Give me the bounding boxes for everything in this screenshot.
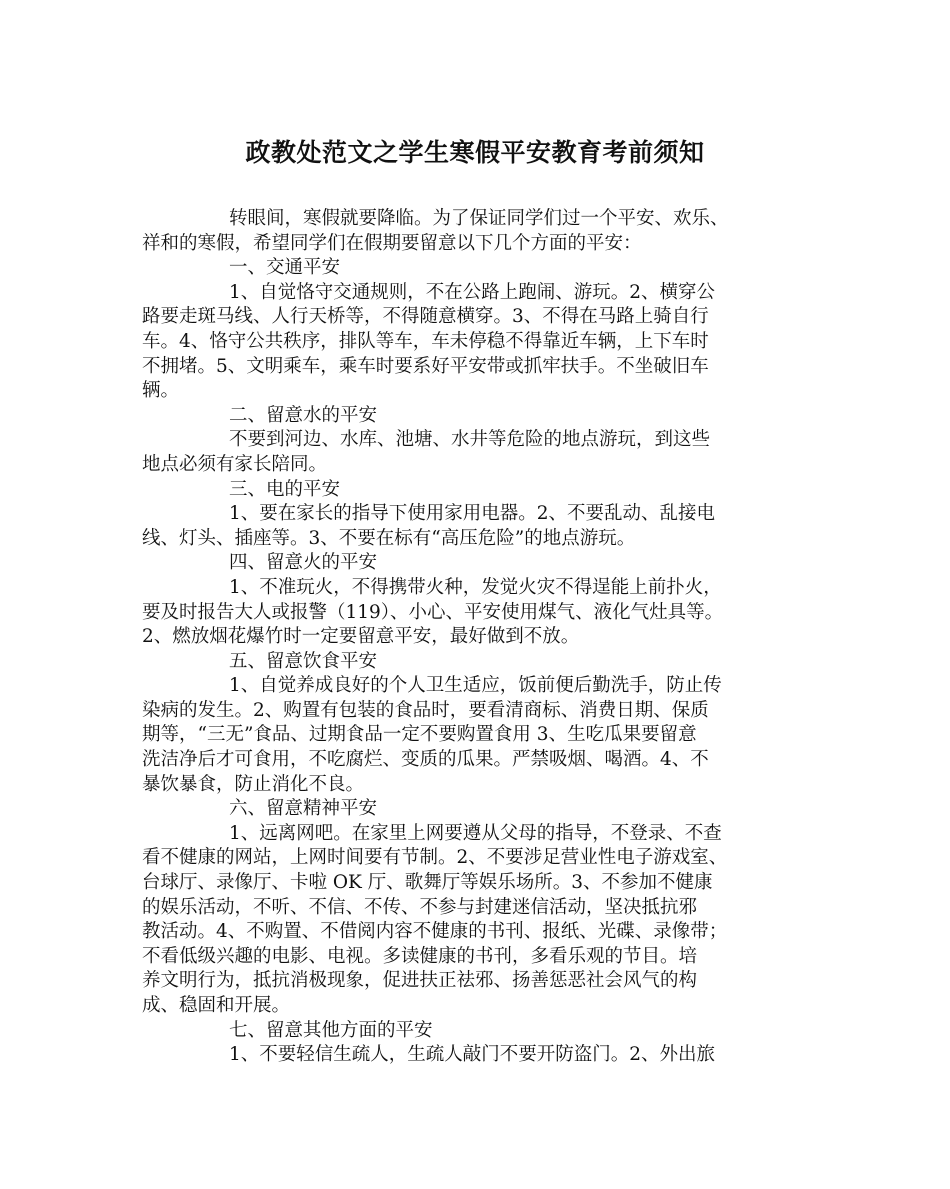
document-title: 政教处范文之学生寒假平安教育考前须知 xyxy=(245,138,705,167)
text-line: 三、电的平安 xyxy=(229,478,341,500)
text-line: 暴饮暴食，防止消化不良。 xyxy=(142,773,365,795)
text-line: 转眼间，寒假就要降临。为了保证同学们过一个平安、欢乐、 xyxy=(229,208,729,229)
text-line: 1、自觉恪守交通规则，不在公路上跑闹、游玩。2、横穿公 xyxy=(229,281,716,303)
text-line: 1、不准玩火，不得携带火种，发觉火灾不得逞能上前扑火， xyxy=(229,576,722,598)
text-line: 看不健康的网站，上网时间要有节制。2、不要涉足营业性电子游戏室、 xyxy=(142,847,728,869)
text-line: 2、燃放烟花爆竹时一定要留意平安，最好做到不放。 xyxy=(142,626,580,648)
text-line: 祥和的寒假，希望同学们在假期要留意以下几个方面的平安： xyxy=(142,232,642,254)
text-line: 成、稳固和开展。 xyxy=(142,995,291,1016)
text-line: 染病的发生。2、购置有包装的食品时，要看清商标、消费日期、保质 xyxy=(142,699,709,721)
text-line: 要及时报告大人或报警（119）、小心、平安使用煤气、液化气灶具等。 xyxy=(142,601,724,623)
text-line: 教活动。4、不购置、不借阅内容不健康的书刊、报纸、光碟、录像带； xyxy=(142,921,728,943)
text-line: 台球厅、录像厅、卡啦 OK 厅、歌舞厅等娱乐场所。3、不参加不健康 xyxy=(142,872,713,894)
text-line: 养文明行为，抵抗消极现象，促进扶正祛邪、扬善惩恶社会风气的构 xyxy=(142,970,698,992)
text-line: 二、留意水的平安 xyxy=(229,404,378,426)
text-line: 路要走斑马线、人行天桥等，不得随意横穿。3、不得在马路上骑自行 xyxy=(142,306,709,328)
text-line: 一、交通平安 xyxy=(229,257,341,279)
text-line: 四、留意火的平安 xyxy=(229,552,378,574)
text-line: 五、留意饮食平安 xyxy=(229,650,378,672)
text-line: 线、灯头、插座等。3、不要在标有“高压危险”的地点游玩。 xyxy=(142,527,636,549)
text-line: 地点必须有家长陪同。 xyxy=(142,453,328,475)
text-line: 1、不要轻信生疏人，生疏人敲门不要开防盗门。2、外出旅 xyxy=(229,1044,716,1066)
text-line: 不要到河边、水库、池塘、水井等危险的地点游玩，到这些 xyxy=(229,429,711,451)
text-line: 不看低级兴趣的电影、电视。多读健康的书刊，多看乐观的节目。培 xyxy=(142,945,698,967)
text-line: 不拥堵。5、文明乘车，乘车时要系好平安带或抓牢扶手。不坐破旧车 xyxy=(142,355,709,377)
text-line: 1、要在家长的指导下使用家用电器。2、不要乱动、乱接电 xyxy=(229,503,716,525)
text-line: 六、留意精神平安 xyxy=(229,798,378,820)
text-line: 1、远离网吧。在家里上网要遵从父母的指导，不登录、不查 xyxy=(229,822,722,844)
text-line: 的娱乐活动，不听、不信、不传、不参与封建迷信活动，坚决抵抗邪 xyxy=(142,896,698,918)
text-line: 七、留意其他方面的平安 xyxy=(229,1019,433,1041)
text-line: 洗洁净后才可食用，不吃腐烂、变质的瓜果。严禁吸烟、喝酒。4、不 xyxy=(142,749,709,771)
document-body xyxy=(142,207,832,1068)
text-line: 辆。 xyxy=(142,380,180,402)
text-line: 车。4、恪守公共秩序，排队等车，车未停稳不得靠近车辆，上下车时 xyxy=(142,330,709,352)
text-line: 1、自觉养成良好的个人卫生适应，饭前便后勤洗手，防止传 xyxy=(229,675,722,697)
text-line: 期等，“三无”食品、过期食品一定不要购置食用 3、生吃瓜果要留意 xyxy=(142,724,697,746)
